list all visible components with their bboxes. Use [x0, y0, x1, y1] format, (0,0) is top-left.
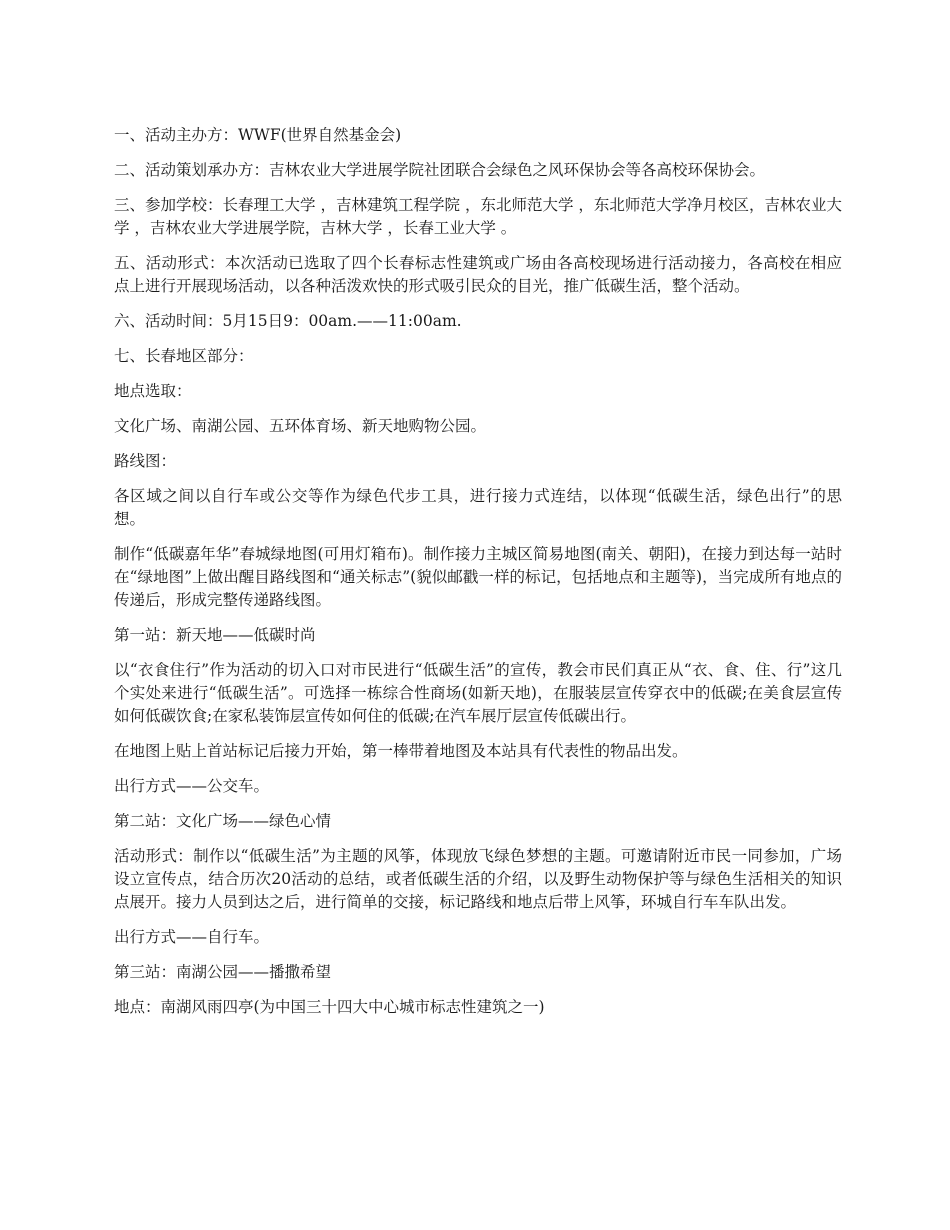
paragraph-activity-form: 五、活动形式：本次活动已选取了四个长春标志性建筑或广场由各高校现场进行活动接力，各高校在相应点上进行开展现场活动，以各种活泼欢快的形式吸引民众的目光，推广低碳生活，整个活动。 — [114, 254, 842, 295]
paragraph-route-heading: 路线图： — [114, 452, 177, 470]
paragraph-travel-mode-bike: 出行方式——自行车。 — [114, 928, 270, 946]
paragraph-location-heading: 地点选取： — [114, 382, 192, 400]
paragraph-relay-start: 在地图上贴上首站标记后接力开始，第一棒带着地图及本站具有代表性的物品出发。 — [114, 742, 688, 760]
paragraph-station-1-heading: 第一站：新天地——低碳时尚 — [114, 626, 316, 644]
paragraph-locations: 文化广场、南湖公园、五环体育场、新天地购物公园。 — [114, 417, 487, 435]
paragraph-route-description: 各区域之间以自行车或公交等作为绿色代步工具，进行接力式连结，以体现“低碳生活，绿色出行”的思想。 — [114, 487, 842, 528]
paragraph-travel-mode-bus: 出行方式——公交车。 — [114, 777, 270, 795]
paragraph-station-2-heading: 第二站：文化广场——绿色心情 — [114, 812, 332, 830]
paragraph-undertaker: 二、活动策划承办方：吉林农业大学进展学院社团联合会绿色之风环保协会等各高校环保协会。 — [114, 161, 766, 179]
paragraph-green-map: 制作“低碳嘉年华”春城绿地图(可用灯箱布)。制作接力主城区简易地图(南关、朝阳)，在接力到达每一站时在“绿地图”上做出醒目路线图和“通关标志”(貌似邮戳一样的标记，包括地点和主题等)，当完成所有地点的传递后，形成完整传递路线图。 — [114, 545, 842, 609]
paragraph-station-2-detail: 活动形式：制作以“低碳生活”为主题的风筝，体现放飞绿色梦想的主题。可邀请附近市民一同参加，广场设立宣传点，结合历次20活动的总结，或者低碳生活的介绍，以及野生动物保护等与绿色生活相关的知识点展开。接力人员到达之后，进行简单的交接，标记路线和地点后带上风筝，环城自行车车队出发。 — [114, 847, 842, 911]
paragraph-activity-time: 六、活动时间：5月15日9：00am.——11:00am. — [114, 312, 462, 330]
paragraph-station-3-heading: 第三站：南湖公园——播撒希望 — [114, 963, 332, 981]
document-body — [114, 124, 842, 1031]
paragraph-schools: 三、参加学校：长春理工大学 ，吉林建筑工程学院 ，东北师范大学 ，东北师范大学净月校区，吉林农业大学 ，吉林农业大学进展学院，吉林大学 ，长春工业大学 。 — [114, 196, 842, 237]
paragraph-organizer: 一、活动主办方：WWF(世界自然基金会) — [114, 126, 402, 144]
paragraph-changchun-section: 七、长春地区部分： — [114, 347, 254, 365]
paragraph-station-3-location: 地点：南湖风雨四亭(为中国三十四大中心城市标志性建筑之一) — [114, 998, 545, 1016]
paragraph-station-1-detail: 以“衣食住行”作为活动的切入口对市民进行“低碳生活”的宣传，教会市民们真正从“衣、食、住、行”这几个实处来进行“低碳生活”。可选择一栋综合性商场(如新天地)，在服装层宣传穿衣中的低碳;在美食层宣传如何低碳饮食;在家私装饰层宣传如何住的低碳;在汽车展厅层宣传低碳出行。 — [114, 661, 842, 725]
